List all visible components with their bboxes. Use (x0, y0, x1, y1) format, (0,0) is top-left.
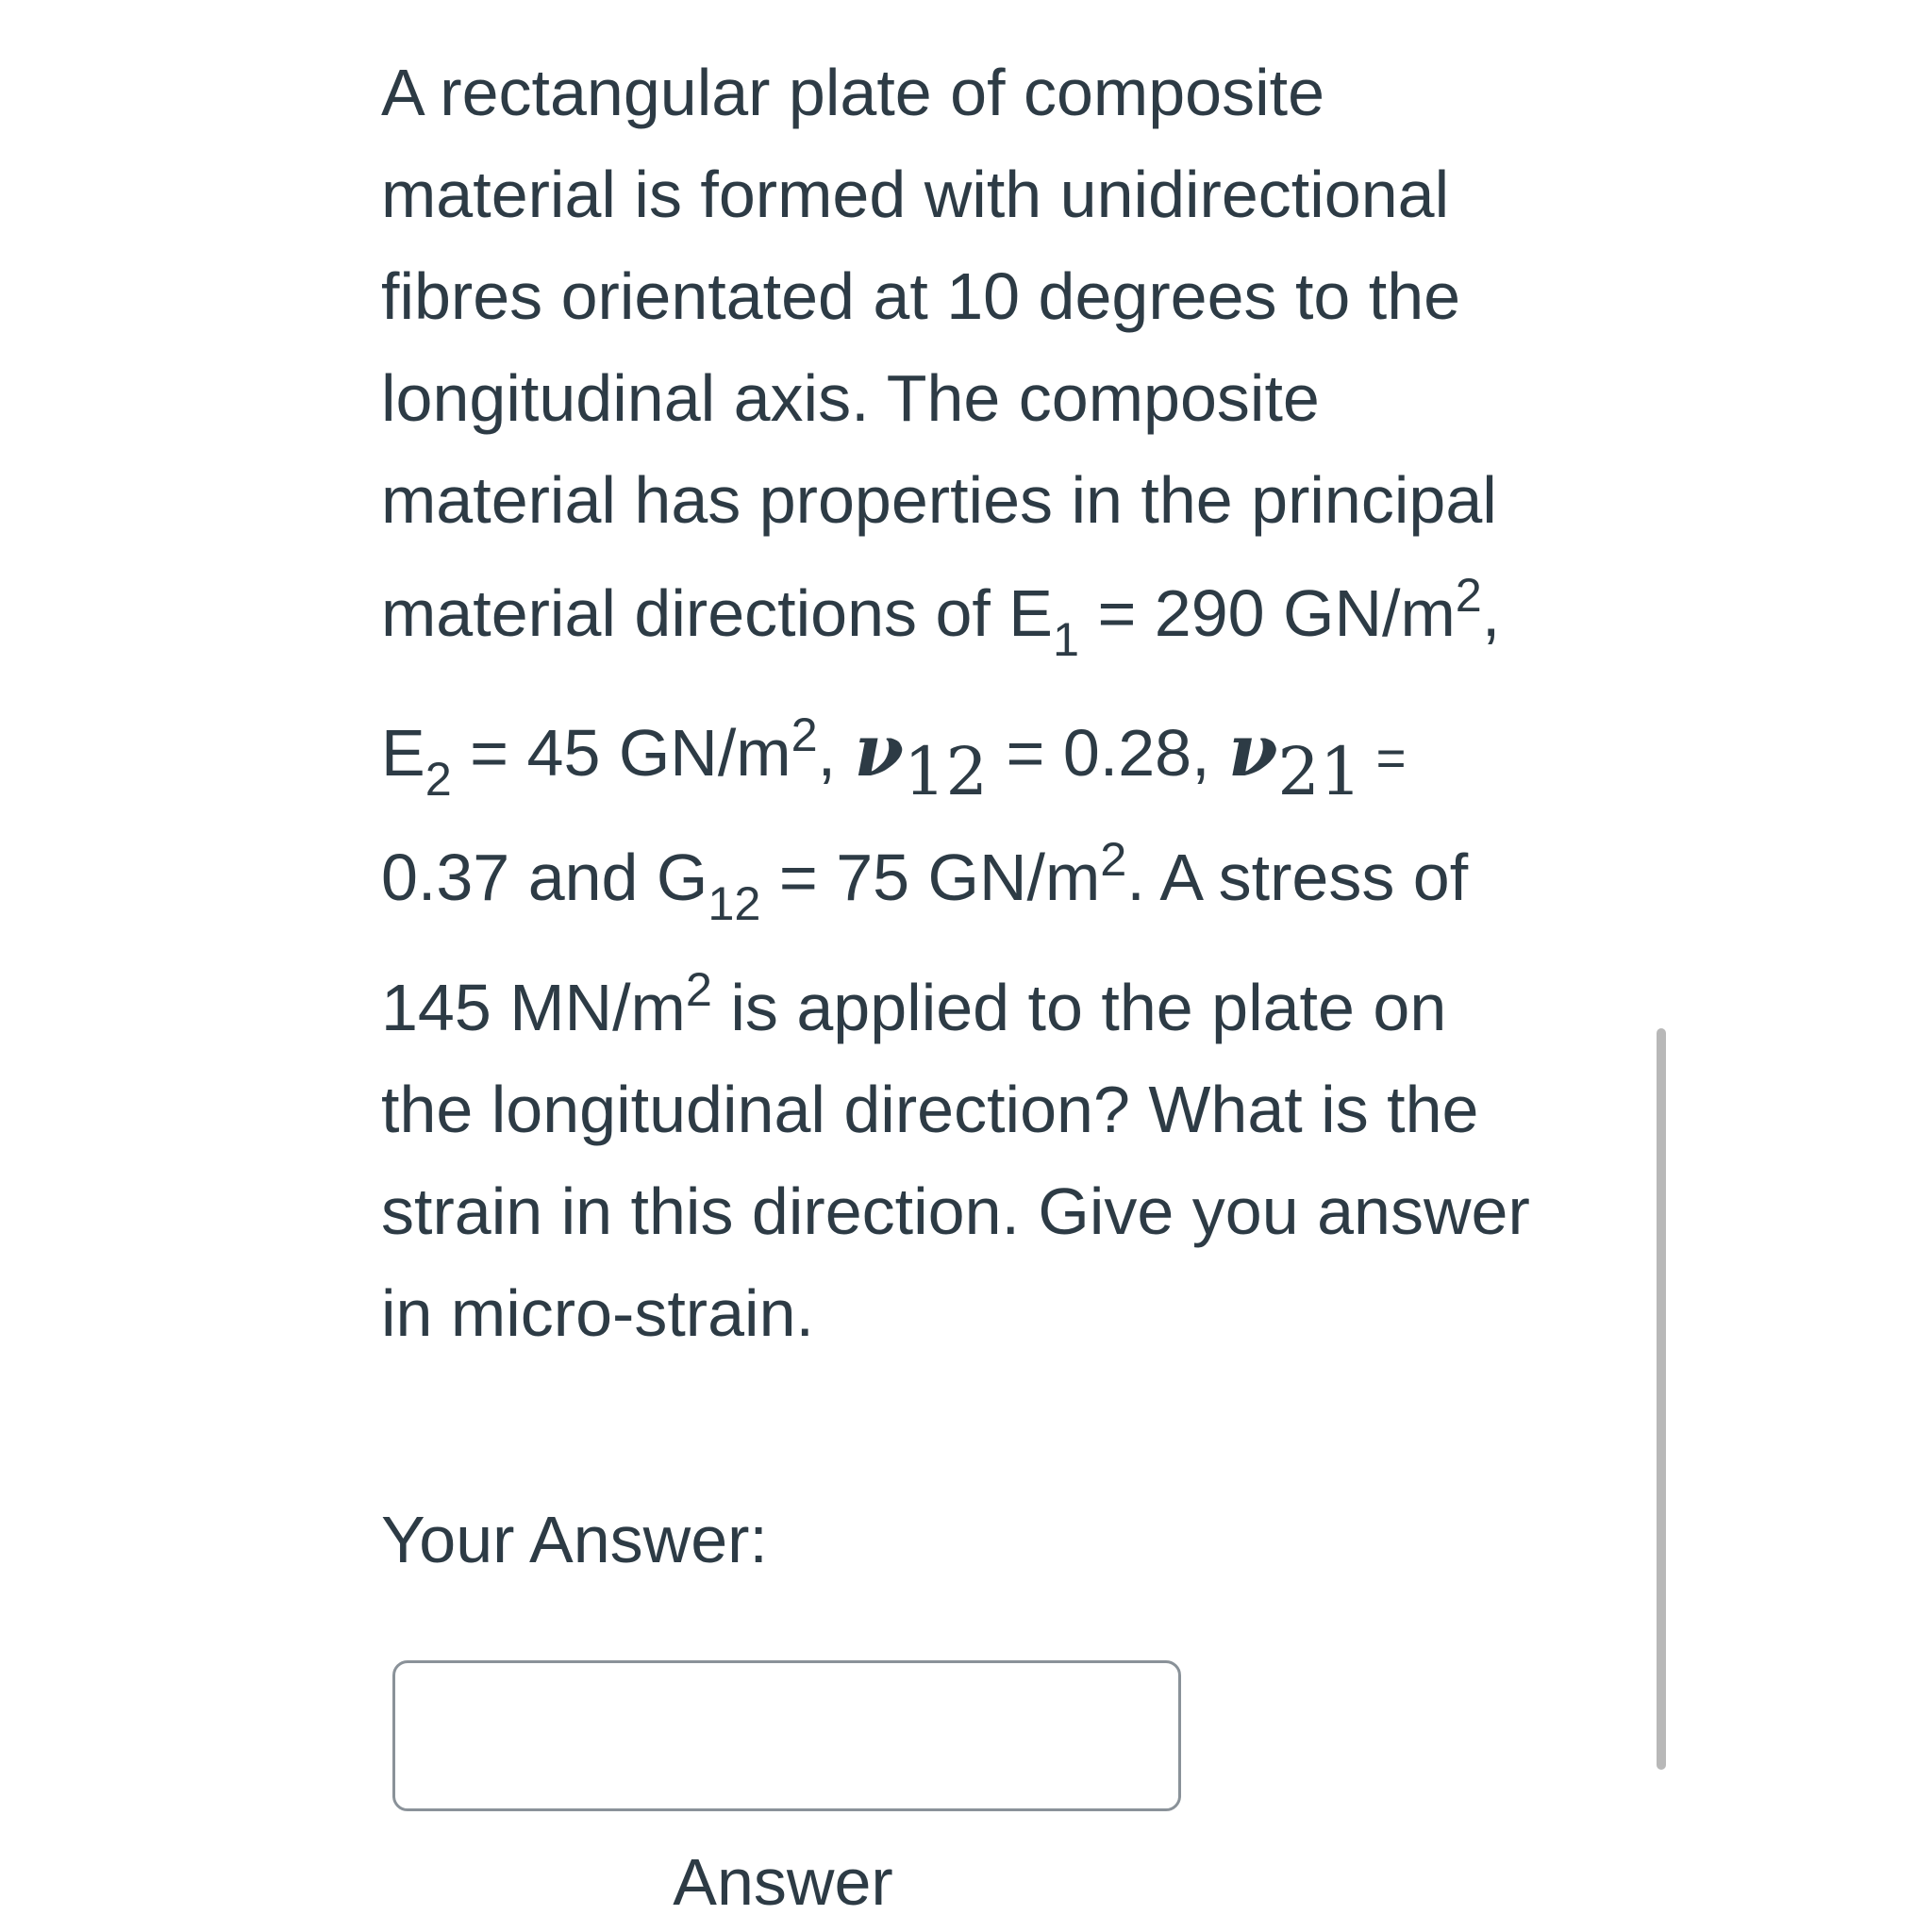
e2-comma: , (817, 716, 855, 790)
question-line-stress (381, 961, 1645, 1074)
question-line: the longitudinal direction? What is the (381, 1073, 1479, 1146)
question-line-g12 (381, 831, 1645, 972)
e1-end: , (1481, 576, 1501, 650)
e2-value: = 45 GN/m (451, 716, 791, 790)
nu12-value: = 0.28, (988, 716, 1228, 790)
nu21-subscript: 21 (1277, 732, 1362, 810)
g12-value: = 75 GN/m (760, 841, 1101, 914)
g12-label: 0.37 and G (381, 841, 708, 914)
scrollbar[interactable] (1657, 1028, 1666, 1770)
answer-input[interactable] (392, 1660, 1181, 1811)
nu12-subscript: 12 (903, 732, 989, 810)
stress-unit-exponent: 2 (685, 961, 712, 1016)
g12-subscript: 12 (708, 876, 761, 931)
question-line: in micro-strain. (381, 1276, 814, 1350)
nu21-equals: = (1361, 729, 1407, 787)
question-line: material has properties in the principal (381, 463, 1497, 537)
question-line: A rectangular plate of composite (381, 56, 1325, 129)
question-line: longitudinal axis. The composite (381, 361, 1320, 435)
e1-label: material directions of E (381, 576, 1053, 650)
stress-value: 145 MN/m (381, 971, 686, 1044)
e2-unit-exponent: 2 (791, 707, 818, 761)
your-answer-label: Your Answer: (381, 1503, 768, 1576)
question-line: fibres orientated at 10 degrees to the (381, 259, 1461, 333)
e2-label: E (381, 716, 425, 790)
g12-end: . A stress of (1126, 841, 1469, 914)
g12-unit-exponent: 2 (1100, 831, 1127, 886)
nu21-symbol: ν (1227, 708, 1278, 792)
stress-end: is applied to the plate on (711, 971, 1447, 1044)
question-line: strain in this direction. Give you answer (381, 1174, 1530, 1248)
question-text (381, 57, 1645, 1379)
answer-submit-button[interactable]: Answer (604, 1840, 962, 1924)
e1-value: = 290 GN/m (1079, 576, 1456, 650)
e1-subscript: 1 (1052, 612, 1079, 667)
question-line-e2-nu (381, 707, 1645, 841)
e1-unit-exponent: 2 (1455, 567, 1482, 622)
question-line: material is formed with unidirectional (381, 158, 1450, 231)
question-line-e1 (381, 567, 1645, 711)
e2-subscript: 2 (425, 752, 452, 807)
nu12-symbol: ν (854, 708, 904, 792)
